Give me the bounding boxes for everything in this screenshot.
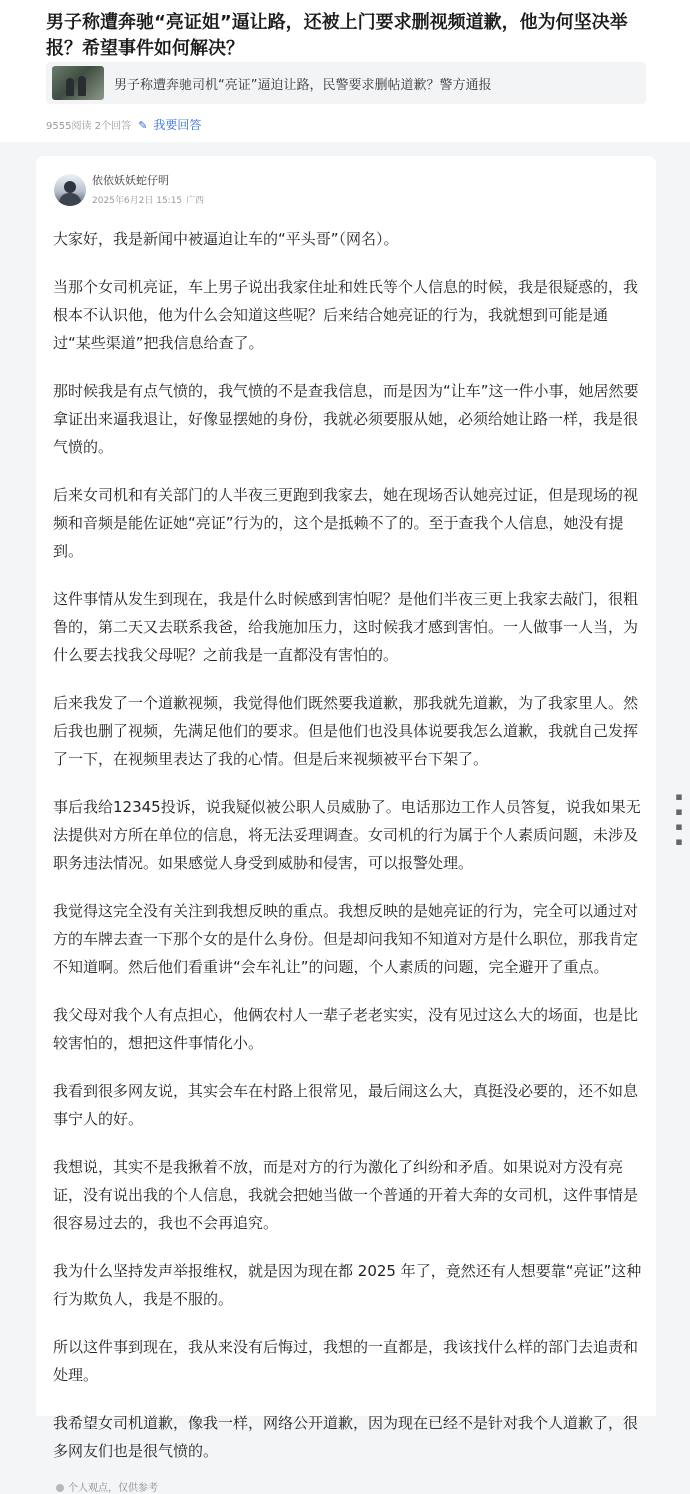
question-meta <box>46 116 201 133</box>
answer-card <box>36 156 656 1494</box>
disclaimer-text: 个人观点，仅供参考 <box>68 1483 158 1494</box>
answer-paragraph: 我为什么坚持发声举报维权，就是因为现在都 2025 年了，竟然还有人想要靠“亮证”这种行为欺负人，我是不服的。 <box>53 1262 642 1308</box>
post-timestamp: 2025年6月2日 15:15 <box>92 196 183 206</box>
answer-paragraph: 我希望女司机道歉，像我一样，网络公开道歉，因为现在已经不是针对我个人道歉了，很多网友们也是很气愤的。 <box>53 1414 639 1460</box>
answer-paragraph: 我父母对我个人有点担心，他俩农村人一辈子老老实实，没有见过这么大的场面，也是比较害怕的，想把这件事情化小。 <box>53 1006 639 1052</box>
answer-paragraph: 所以这件事到现在，我从来没有后悔过，我想的一直都是，我该找什么样的部门去追责和处理。 <box>53 1338 639 1384</box>
info-icon <box>56 1484 64 1492</box>
answer-paragraph: 我觉得这完全没有关注到我想反映的重点。我想反映的是她亮证的行为，完全可以通过对方的车牌去查一下那个女的是什么身份。但是却问我知不知道对方是什么职位，那我肯定不知道啊。然后他们看重讲“会车礼让”的问题，个人素质的问题，完全避开了重点。 <box>53 902 639 976</box>
related-news-card[interactable] <box>46 62 646 104</box>
answer-paragraph: 那时候我是有点气愤的，我气愤的不是查我信息，而是因为“让车”这一件小事，她居然要拿证出来逼我退让，好像显摆她的身份，我就必须要服从她，必须给她让路一样，我是很气愤的。 <box>53 382 639 456</box>
answer-paragraph: 当那个女司机亮证，车上男子说出我家住址和姓氏等个人信息的时候，我是很疑惑的，我根本不认识他，他为什么会知道这些呢？后来结合她亮证的行为，我就想到可能是通过“某些渠道”把我信息给查了。 <box>53 278 639 352</box>
avatar[interactable] <box>54 174 86 206</box>
side-toolbar-handle[interactable]: ▪ ▪ ▪ ▪ <box>675 790 683 848</box>
question-header <box>0 0 690 142</box>
answer-paragraph: 我想说，其实不是我揪着不放，而是对方的行为激化了纠纷和矛盾。如果说对方没有亮证，没有说出我的个人信息，我就会把她当做一个普通的开着大奔的女司机，这件事情是很容易过去的，我也不会再追究。 <box>53 1158 639 1232</box>
answer-paragraph: 大家好，我是新闻中被逼迫让车的“平头哥”（网名）。 <box>53 230 399 248</box>
answer-paragraph: 事后我给12345投诉，说我疑似被公职人员威胁了。电话那边工作人员答复，说我如果无法提供对方所在单位的信息，将无法妥理调查。女司机的行为属于个人素质问题，未涉及职务违法情况。如果感觉人身受到威胁和侵害，可以报警处理。 <box>53 798 641 872</box>
answer-paragraph: 我看到很多网友说，其实会车在村路上很常见，最后闹这么大，真挺没必要的，还不如息事宁人的好。 <box>53 1082 639 1128</box>
disclaimer <box>56 1479 158 1494</box>
read-answer-count: 9555阅读 2个回答 <box>46 121 131 132</box>
post-date <box>92 193 204 206</box>
post-location: 广西 <box>186 196 205 206</box>
question-title[interactable]: 男子称遭奔驰“亮证姐”逼让路，还被上门要求删视频道歉，他为何坚决举报？希望事件如何解决？ <box>46 12 628 59</box>
answer-paragraph: 后来我发了一个道歉视频，我觉得他们既然要我道歉，那我就先道歉，为了我家里人。然后我也删了视频，先满足他们的要求。但是他们也没具体说要我怎么道歉，我就自己发挥了一下，在视频里表达了我的心情。但是后来视频被平台下架了。 <box>53 694 639 768</box>
news-card-title: 男子称遭奔驰司机“亮证”逼迫让路，民警要求删帖道歉？警方通报 <box>114 78 492 93</box>
pen-icon[interactable]: ✎ <box>138 119 148 132</box>
author-name[interactable]: 依依妖妖蛇仔明 <box>92 174 169 187</box>
news-thumbnail <box>52 66 104 100</box>
answer-paragraph: 这件事情从发生到现在，我是什么时候感到害怕呢？是他们半夜三更上我家去敲门，很粗鲁的，第二天又去联系我爸，给我施加压力，这时候我才感到害怕。一人做事一人当，为什么要去找我父母呢？之前我是一直都没有害怕的。 <box>53 590 639 664</box>
write-answer-link[interactable]: 我要回答 <box>153 118 202 132</box>
answer-paragraph: 后来女司机和有关部门的人半夜三更跑到我家去，她在现场否认她亮过证，但是现场的视频和音频是能佐证她“亮证”行为的，这个是抵赖不了的。至于查我个人信息，她没有提到。 <box>53 486 639 560</box>
